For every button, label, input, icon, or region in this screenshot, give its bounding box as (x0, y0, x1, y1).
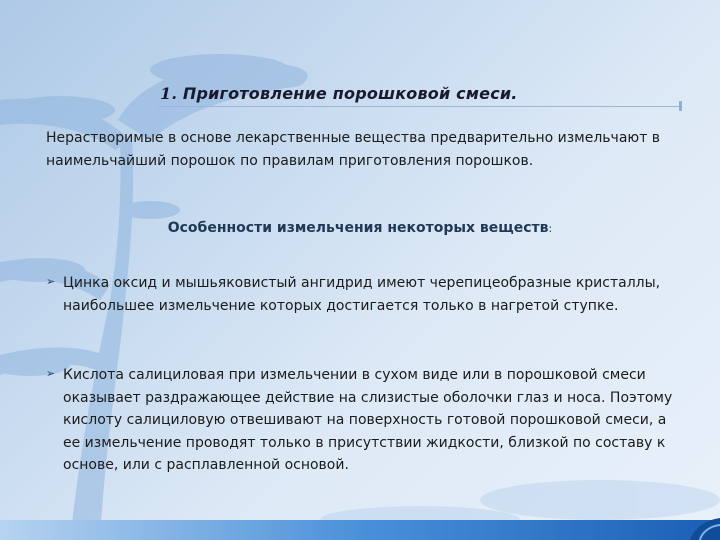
subtitle-colon: : (548, 222, 553, 235)
arrow-bullet-icon: ➢ (46, 367, 56, 380)
subtitle-text: Особенности измельчения некоторых веществ (167, 220, 549, 236)
section-subtitle (0, 220, 720, 236)
intro-paragraph: Нерастворимые в основе лекарственные вещества предварительно измельчают в наимельчайший порошок по правилам приготовления порошков. (46, 130, 661, 169)
title-text: Приготовление порошковой смеси. (182, 84, 518, 103)
title-divider (158, 106, 682, 107)
title-number: 1. (160, 84, 178, 103)
arrow-bullet-icon: ➢ (46, 275, 56, 288)
bullet-item-2: Кислота салициловая при измельчении в сухом виде или в порошковой смеси оказывает раздражающее действие на слизистые оболочки глаз и носа. Поэтому кислоту салициловую отвешивают на поверхность готовой порошковой смеси, а ее измельчение проводят только в присутствии жидкости, близкой по составу к основе, или с расплавленной основой. (63, 367, 673, 473)
bullet-item-1: Цинка оксид и мышьяковистый ангидрид имеют черепицеобразные кристаллы, наибольшее измельчение которых достигается только в нагретой ступке. (63, 275, 661, 314)
footer-bar (0, 520, 720, 540)
divider-end-marker (679, 101, 682, 111)
corner-swirl-icon (684, 510, 720, 540)
slide-title (160, 84, 518, 103)
